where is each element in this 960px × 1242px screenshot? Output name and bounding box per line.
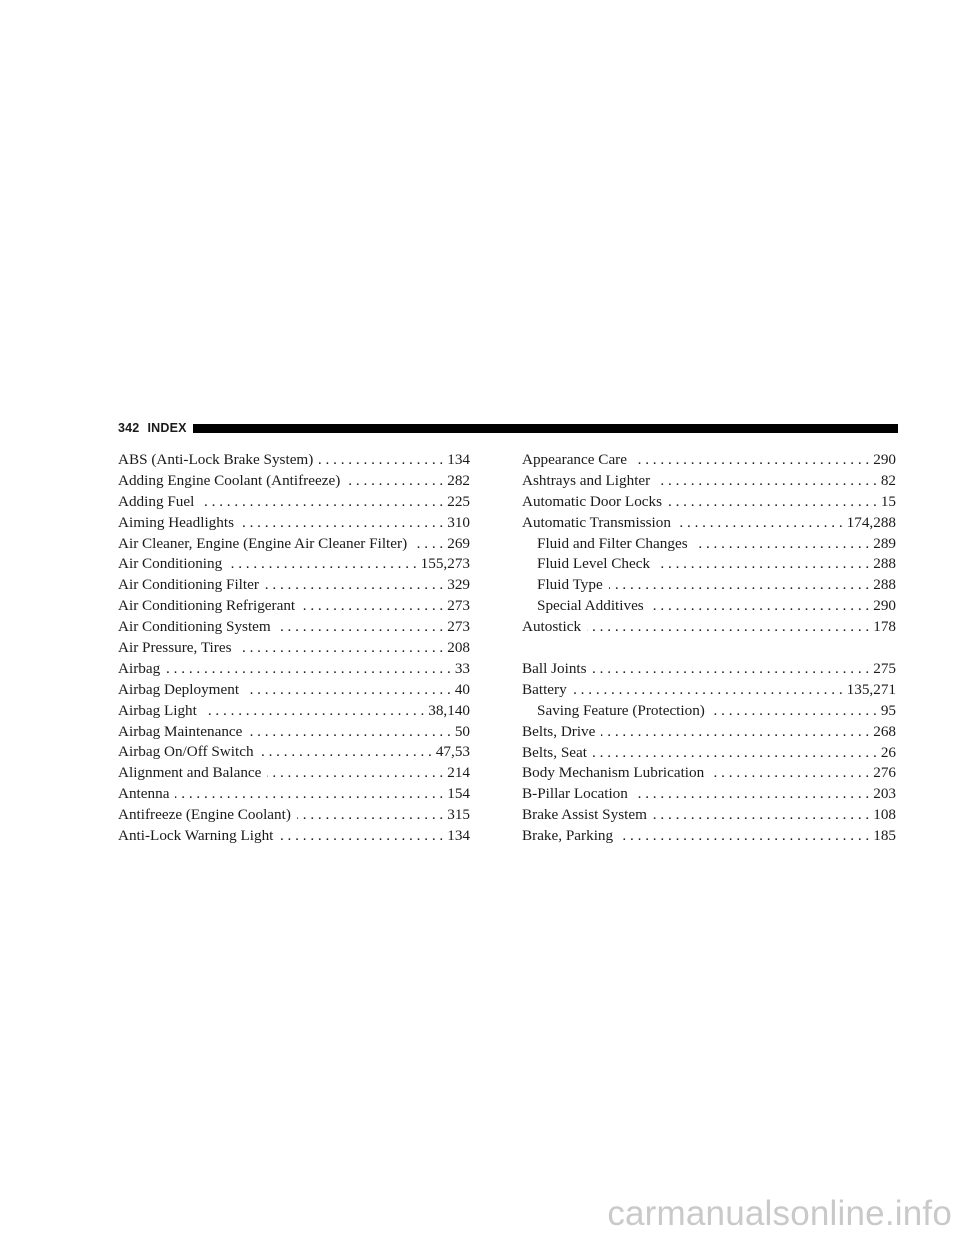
index-entry bbox=[522, 680, 896, 701]
index-subentry bbox=[522, 701, 896, 722]
index-entry bbox=[118, 534, 470, 555]
index-page-ref: 178 bbox=[873, 618, 896, 636]
index-term: Airbag Light bbox=[118, 701, 197, 719]
dot-leader bbox=[656, 554, 869, 575]
index-term: Airbag Deployment bbox=[118, 680, 240, 698]
index-term: Anti-Lock Warning Light bbox=[118, 827, 274, 845]
index-entry bbox=[522, 617, 896, 638]
dot-leader bbox=[228, 554, 416, 575]
index-entry bbox=[522, 659, 896, 680]
index-page-ref: 269 bbox=[447, 534, 470, 552]
index-entry bbox=[118, 784, 470, 805]
index-term: Ashtrays and Lighter bbox=[522, 471, 651, 489]
index-page-ref: 214 bbox=[447, 764, 470, 782]
index-page-ref: 50 bbox=[454, 722, 470, 740]
index-term: Belts, Seat bbox=[522, 743, 587, 761]
index-term: Special Additives bbox=[537, 597, 644, 615]
index-entry bbox=[118, 617, 470, 638]
index-page-ref: 268 bbox=[873, 722, 896, 740]
index-entry bbox=[118, 722, 470, 743]
dot-leader bbox=[238, 638, 444, 659]
dot-leader bbox=[601, 722, 869, 743]
dot-leader bbox=[346, 471, 443, 492]
index-page-ref: 134 bbox=[447, 451, 470, 468]
dot-leader bbox=[633, 450, 869, 471]
index-term: Air Conditioning Refrigerant bbox=[118, 597, 296, 615]
index-term: Air Cleaner, Engine (Engine Air Cleaner Filter) bbox=[118, 534, 408, 552]
index-term: Air Conditioning System bbox=[118, 618, 271, 636]
index-term: Body Mechanism Lubrication bbox=[522, 764, 705, 782]
dot-leader bbox=[573, 680, 843, 701]
index-subentry bbox=[522, 596, 896, 617]
index-entry bbox=[118, 596, 470, 617]
dot-leader bbox=[656, 471, 877, 492]
index-page-ref: 329 bbox=[447, 576, 470, 594]
index-page-ref: 203 bbox=[873, 785, 896, 803]
dot-leader bbox=[319, 450, 443, 471]
index-subentry bbox=[522, 554, 896, 575]
dot-leader bbox=[267, 763, 443, 784]
index-term: Airbag Maintenance bbox=[118, 722, 243, 740]
index-term: Air Conditioning bbox=[118, 555, 223, 573]
dot-leader bbox=[593, 743, 877, 764]
index-page-ref: 26 bbox=[880, 743, 896, 761]
index-page-ref: 288 bbox=[873, 576, 896, 594]
index-page-ref: 15 bbox=[880, 492, 896, 510]
index-entry bbox=[522, 805, 896, 826]
index-term: Adding Fuel bbox=[118, 492, 195, 510]
index-term: B-Pillar Location bbox=[522, 785, 628, 803]
dot-leader bbox=[240, 513, 443, 534]
section-title: INDEX bbox=[147, 421, 187, 435]
dot-leader bbox=[619, 826, 869, 847]
index-term: Ball Joints bbox=[522, 660, 587, 678]
index-page-ref: 40 bbox=[454, 680, 470, 698]
dot-leader bbox=[587, 617, 869, 638]
index-term: Aiming Headlights bbox=[118, 513, 235, 531]
dot-leader bbox=[650, 596, 869, 617]
dot-leader bbox=[668, 492, 877, 513]
index-term: ABS (Anti-Lock Brake System) bbox=[118, 451, 314, 468]
index-entry bbox=[118, 492, 470, 513]
index-page-ref: 154 bbox=[447, 785, 470, 803]
index-entry bbox=[522, 492, 896, 513]
dot-leader bbox=[609, 575, 869, 596]
index-page-ref: 310 bbox=[447, 513, 470, 531]
index-page-ref: 273 bbox=[447, 597, 470, 615]
index-page-ref: 275 bbox=[873, 660, 896, 678]
index-term: Brake Assist System bbox=[522, 806, 647, 824]
index-entry bbox=[118, 471, 470, 492]
index-page-ref: 134 bbox=[447, 827, 470, 845]
index-page-ref: 33 bbox=[454, 659, 470, 677]
index-entry bbox=[118, 450, 470, 471]
index-page-ref: 155,273 bbox=[420, 555, 470, 573]
index-term: Fluid Type bbox=[537, 576, 603, 594]
index-entry bbox=[522, 743, 896, 764]
index-term: Airbag On/Off Switch bbox=[118, 743, 254, 761]
index-page-ref: 273 bbox=[447, 618, 470, 636]
index-entry bbox=[522, 513, 896, 534]
index-entry bbox=[522, 826, 896, 847]
index-page-ref: 276 bbox=[873, 764, 896, 782]
index-entry bbox=[118, 763, 470, 784]
page-header bbox=[118, 418, 898, 438]
index-column-right bbox=[522, 450, 896, 847]
index-term: Saving Feature (Protection) bbox=[537, 701, 705, 719]
dot-leader bbox=[301, 596, 443, 617]
index-term: Appearance Care bbox=[522, 451, 627, 468]
dot-leader bbox=[248, 722, 450, 743]
index-page-ref: 290 bbox=[873, 597, 896, 615]
index-page-ref: 225 bbox=[447, 492, 470, 510]
dot-leader bbox=[413, 534, 443, 555]
index-page-ref: 208 bbox=[447, 639, 470, 657]
index-entry bbox=[522, 784, 896, 805]
index-term: Battery bbox=[522, 680, 567, 698]
index-page-ref: 289 bbox=[873, 534, 896, 552]
index-entry bbox=[118, 575, 470, 596]
dot-leader bbox=[677, 513, 843, 534]
index-term: Automatic Door Locks bbox=[522, 492, 663, 510]
index-entry bbox=[522, 450, 896, 471]
dot-leader bbox=[277, 617, 443, 638]
index-page-ref: 290 bbox=[873, 451, 896, 468]
index-term: Airbag bbox=[118, 659, 161, 677]
index-term: Alignment and Balance bbox=[118, 764, 262, 782]
index-page-ref: 174,288 bbox=[846, 513, 896, 531]
dot-leader bbox=[710, 763, 869, 784]
dot-leader bbox=[634, 784, 869, 805]
index-page-ref: 282 bbox=[447, 471, 470, 489]
index-term: Adding Engine Coolant (Antifreeze) bbox=[118, 471, 341, 489]
index-term: Brake, Parking bbox=[522, 827, 614, 845]
index-term: Fluid Level Check bbox=[537, 555, 651, 573]
index-term: Fluid and Filter Changes bbox=[537, 534, 688, 552]
dot-leader bbox=[203, 701, 424, 722]
dot-leader bbox=[593, 659, 870, 680]
index-entry bbox=[118, 805, 470, 826]
index-entry bbox=[522, 722, 896, 743]
index-entry bbox=[118, 680, 470, 701]
dot-leader bbox=[166, 659, 451, 680]
index-term: Air Conditioning Filter bbox=[118, 576, 259, 594]
index-page-ref: 47,53 bbox=[435, 743, 470, 761]
index-entry bbox=[118, 742, 470, 763]
index-entry bbox=[522, 471, 896, 492]
index-page-ref: 108 bbox=[873, 806, 896, 824]
dot-leader bbox=[200, 492, 443, 513]
dot-leader bbox=[694, 534, 870, 555]
index-term: Autostick bbox=[522, 618, 582, 636]
index-column-left bbox=[118, 450, 470, 847]
dot-leader bbox=[265, 575, 443, 596]
index-entry bbox=[118, 701, 470, 722]
index-page-ref: 135,271 bbox=[846, 680, 896, 698]
index-page-ref: 38,140 bbox=[428, 701, 470, 719]
dot-leader bbox=[297, 805, 443, 826]
index-term: Belts, Drive bbox=[522, 722, 596, 740]
index-page-ref: 288 bbox=[873, 555, 896, 573]
page-number: 342 bbox=[118, 421, 140, 435]
index-page-ref: 95 bbox=[880, 701, 896, 719]
index-entry bbox=[118, 659, 470, 680]
index-subentry bbox=[522, 534, 896, 555]
index-subentry bbox=[522, 575, 896, 596]
index-term: Automatic Transmission bbox=[522, 513, 671, 531]
index-page-ref: 82 bbox=[880, 471, 896, 489]
index-term: Air Pressure, Tires bbox=[118, 639, 232, 657]
index-entry bbox=[118, 513, 470, 534]
index-entry bbox=[118, 554, 470, 575]
index-page-ref: 185 bbox=[873, 827, 896, 845]
index-term: Antifreeze (Engine Coolant) bbox=[118, 806, 291, 824]
index-page-ref: 315 bbox=[447, 806, 470, 824]
index-entry bbox=[118, 826, 470, 847]
dot-leader bbox=[653, 805, 869, 826]
index-entry bbox=[522, 763, 896, 784]
dot-leader bbox=[279, 826, 443, 847]
dot-leader bbox=[175, 784, 443, 805]
index-entry bbox=[118, 638, 470, 659]
dot-leader bbox=[711, 701, 877, 722]
dot-leader bbox=[260, 742, 432, 763]
index-term: Antenna bbox=[118, 785, 170, 803]
dot-leader bbox=[245, 680, 451, 701]
header-rule bbox=[193, 424, 898, 433]
watermark: carmanualsonline.info bbox=[607, 1194, 952, 1233]
